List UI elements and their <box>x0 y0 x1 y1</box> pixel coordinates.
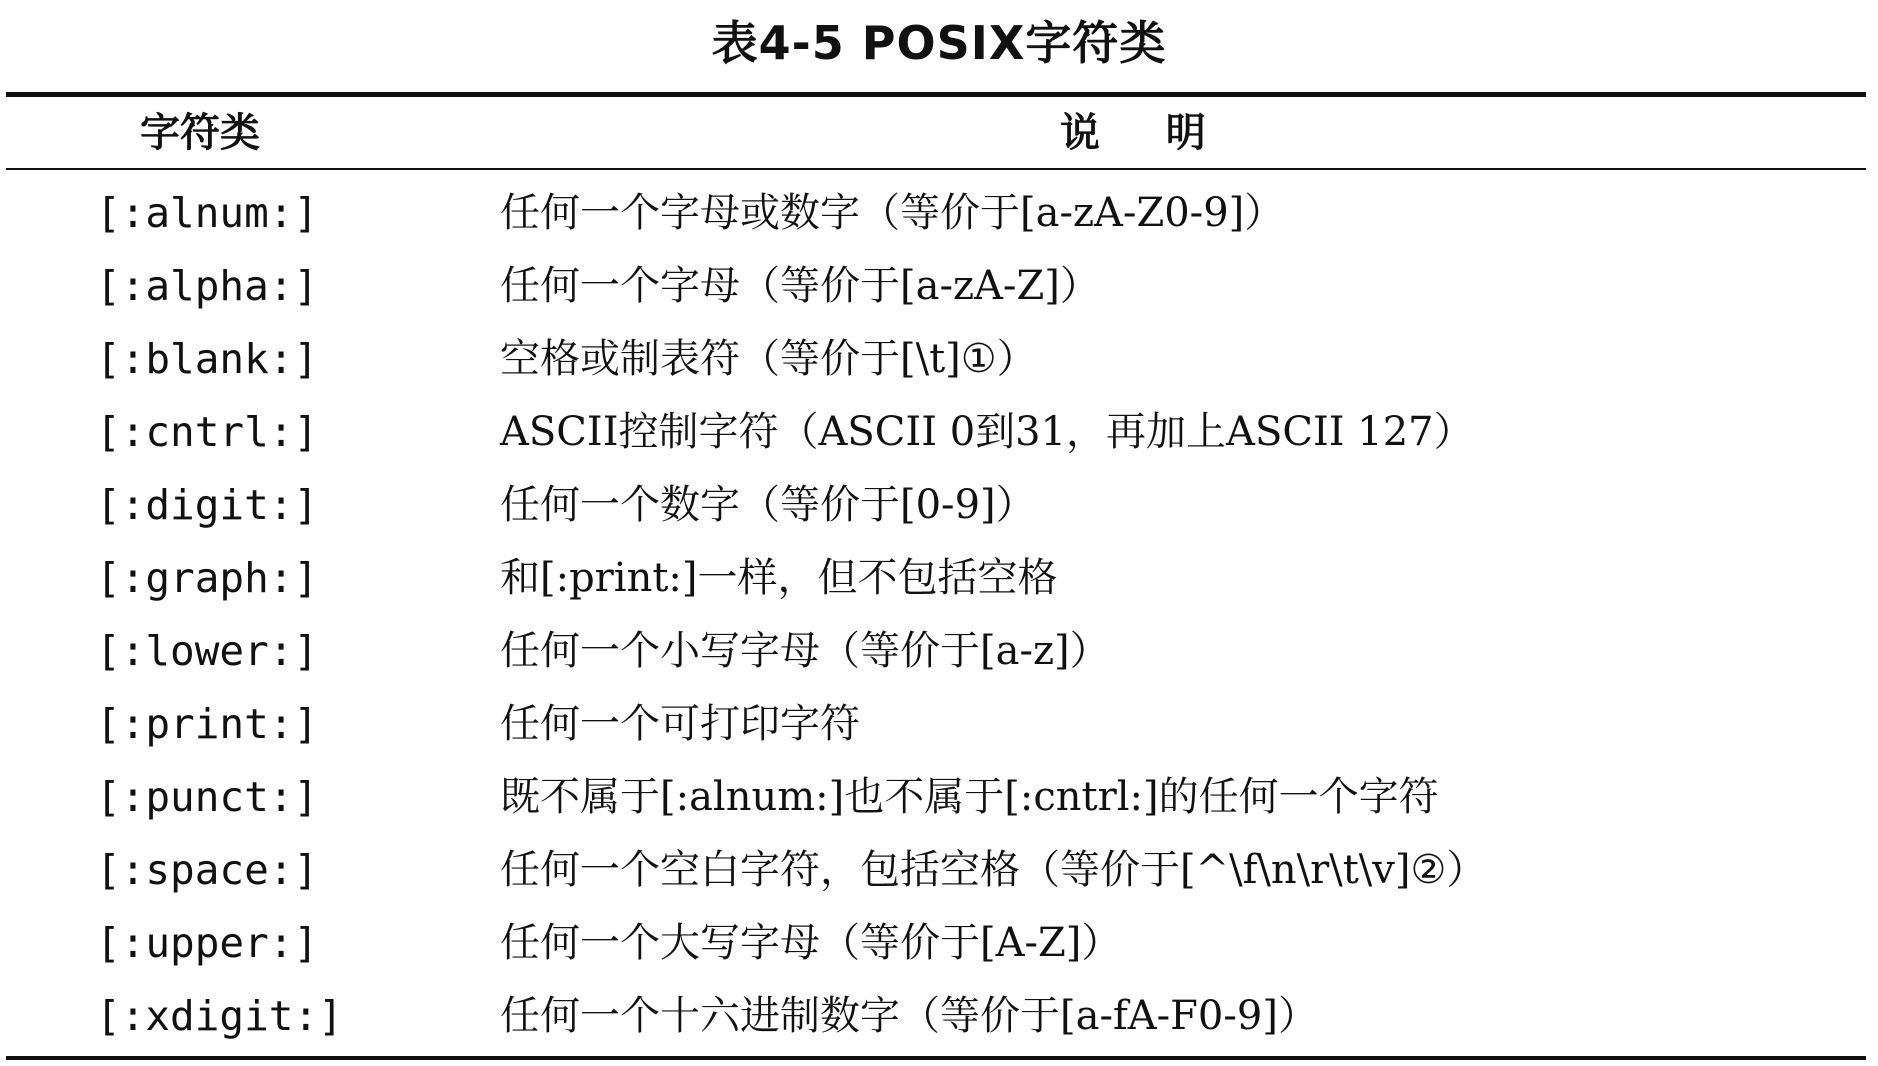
description-cell: 空格或制表符（等价于[\t]①） <box>500 336 1037 382</box>
character-class-cell: [:print:] <box>96 700 319 748</box>
table-row <box>0 907 1878 980</box>
header-rule <box>6 168 1866 170</box>
character-class-cell: [:blank:] <box>96 335 319 383</box>
table-row <box>0 688 1878 761</box>
table-caption: 表4-5 POSIX字符类 <box>711 16 1167 70</box>
description-cell: 任何一个字母（等价于[a-zA-Z]） <box>500 263 1100 309</box>
table-row <box>0 834 1878 907</box>
character-class-cell: [:upper:] <box>96 919 319 967</box>
description-cell: ASCII控制字符（ASCII 0到31，再加上ASCII 127） <box>500 409 1474 455</box>
top-rule <box>6 92 1866 97</box>
table-row <box>0 250 1878 323</box>
table-row <box>0 396 1878 469</box>
table-row <box>0 761 1878 834</box>
character-class-cell: [:alpha:] <box>96 262 319 310</box>
character-class-cell: [:cntrl:] <box>96 408 319 456</box>
character-class-cell: [:alnum:] <box>96 189 319 237</box>
table-row <box>0 980 1878 1053</box>
description-cell: 任何一个可打印字符 <box>500 701 860 747</box>
character-class-cell: [:space:] <box>96 846 319 894</box>
character-class-cell: [:xdigit:] <box>96 992 343 1040</box>
header-character-class: 字符类 <box>140 110 260 156</box>
description-cell: 既不属于[:alnum:]也不属于[:cntrl:]的任何一个字符 <box>500 774 1439 820</box>
character-class-cell: [:lower:] <box>96 627 319 675</box>
table-row <box>0 323 1878 396</box>
table-row <box>0 469 1878 542</box>
description-cell: 任何一个大写字母（等价于[A-Z]） <box>500 920 1122 966</box>
character-class-cell: [:digit:] <box>96 481 319 529</box>
table-body <box>0 177 1878 1053</box>
description-cell: 任何一个小写字母（等价于[a-z]） <box>500 628 1110 674</box>
table-row <box>0 542 1878 615</box>
description-cell: 和[:print:]一样，但不包括空格 <box>500 555 1058 601</box>
table-row <box>0 615 1878 688</box>
bottom-rule <box>6 1056 1866 1060</box>
description-cell: 任何一个字母或数字（等价于[a-zA-Z0-9]） <box>500 190 1285 236</box>
description-cell: 任何一个十六进制数字（等价于[a-fA-F0-9]） <box>500 993 1318 1039</box>
header-description: 说 明 <box>1060 110 1208 156</box>
table-row <box>0 177 1878 250</box>
character-class-cell: [:graph:] <box>96 554 319 602</box>
description-cell: 任何一个数字（等价于[0-9]） <box>500 482 1036 528</box>
description-cell: 任何一个空白字符，包括空格（等价于[^\f\n\r\t\v]②） <box>500 847 1487 893</box>
character-class-cell: [:punct:] <box>96 773 319 821</box>
